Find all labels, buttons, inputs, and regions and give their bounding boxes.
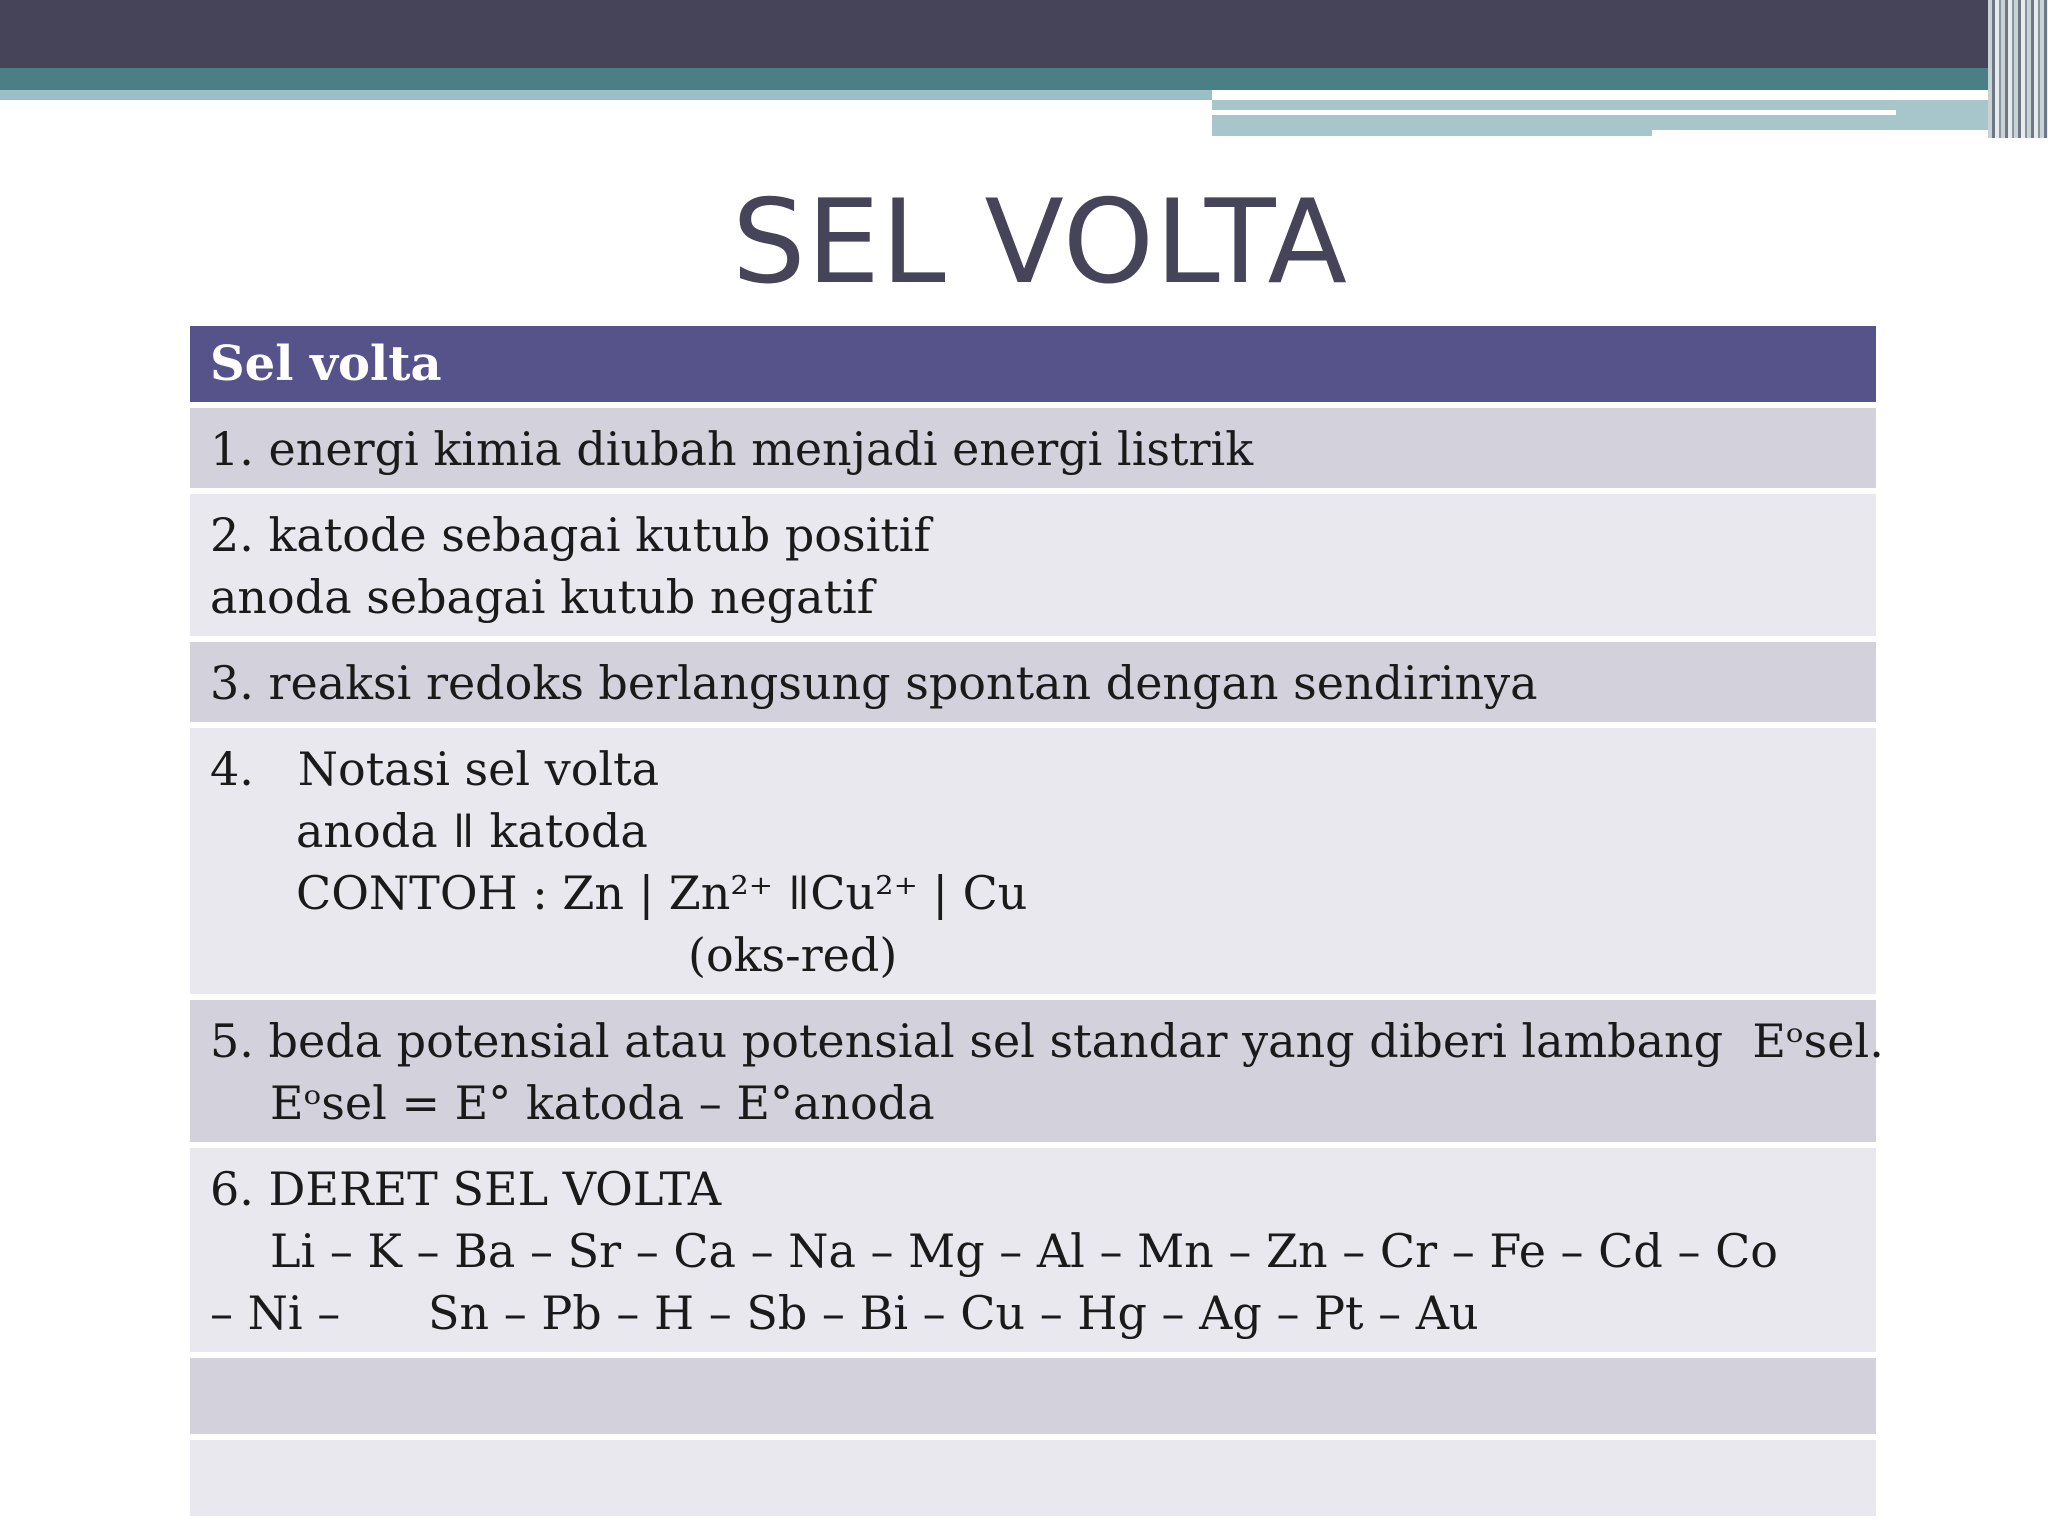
table-header: Sel volta — [190, 326, 1876, 402]
row-6-series-2: – Ni – Sn – Pb – H – Sb – Bi – Cu – Hg – Ag – Pt – Au — [210, 1286, 1479, 1340]
top-band-right-step — [1652, 130, 2012, 136]
row-4-note: (oks-red) — [688, 928, 898, 982]
content-table — [190, 326, 1884, 1516]
table-row-1 — [190, 408, 1876, 488]
table-row-8-empty — [190, 1440, 1876, 1516]
row-3-line-1: 3. reaksi redoks berlangsung spontan dengan sendirinya — [210, 656, 1538, 710]
row-2-line-1: 2. katode sebagai kutub positif — [210, 508, 931, 562]
row-6-line-1: 6. DERET SEL VOLTA — [210, 1162, 722, 1216]
top-band-light-teal — [0, 90, 1212, 100]
row-2-line-2: anoda sebagai kutub negatif — [210, 570, 874, 624]
table-row-5 — [190, 1000, 1884, 1142]
table-row-7-empty — [190, 1358, 1876, 1434]
table-row-6 — [190, 1148, 1876, 1352]
row-5-formula: Eᵒsel = E° katoda – E°anoda — [270, 1076, 935, 1130]
top-band-right-line — [1212, 110, 1896, 115]
row-1-line-1: 1. energi kimia diubah menjadi energi listrik — [210, 422, 1254, 476]
top-band-dark — [0, 0, 2048, 68]
row-6-series-1: Li – K – Ba – Sr – Ca – Na – Mg – Al – Mn – Zn – Cr – Fe – Cd – Co — [270, 1224, 1778, 1278]
slide-title: SEL VOLTA — [732, 175, 1348, 310]
row-4-line-1: 4. Notasi sel volta — [210, 742, 660, 796]
row-4-example: CONTOH : Zn | Zn²⁺ ǁCu²⁺ | Cu — [296, 866, 1028, 920]
table-row-3 — [190, 642, 1876, 722]
row-4-line-2: anoda ǁ katoda — [296, 804, 648, 858]
row-5-line-1: 5. beda potensial atau potensial sel standar yang diberi lambang Eᵒsel. — [210, 1014, 1884, 1068]
table-row-2 — [190, 494, 1876, 636]
table-row-4 — [190, 728, 1876, 994]
top-band-teal — [0, 68, 2048, 90]
corner-stripes — [1988, 0, 2048, 138]
